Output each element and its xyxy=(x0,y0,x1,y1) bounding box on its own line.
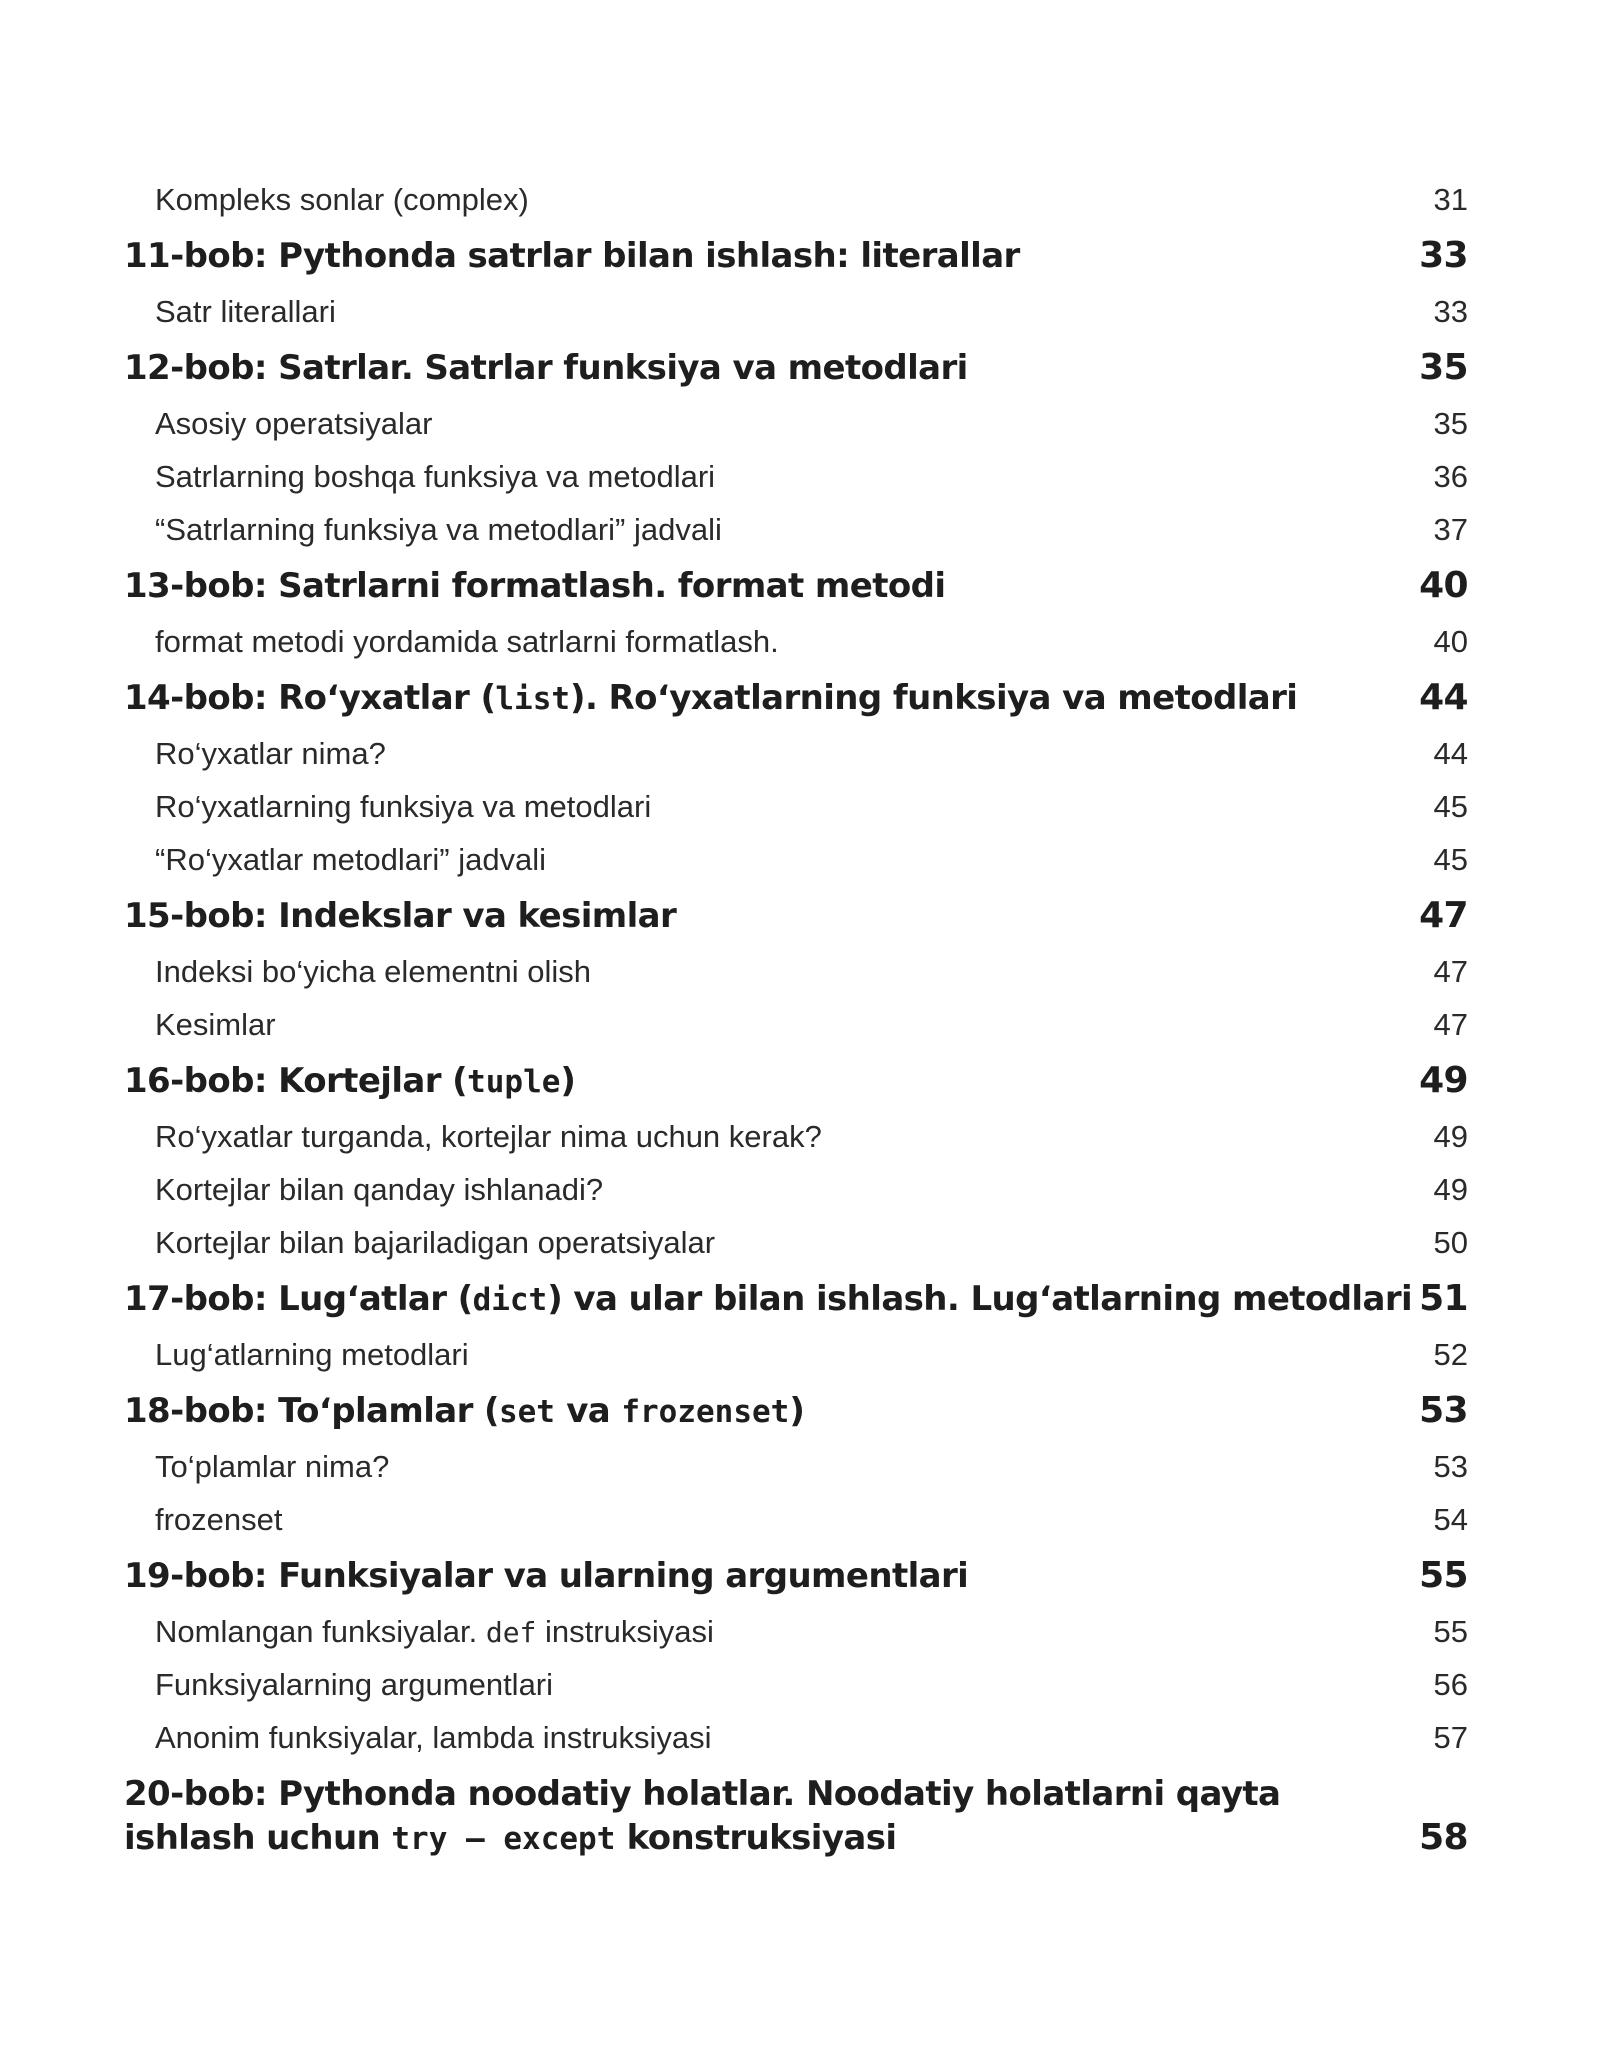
code-token: list xyxy=(495,681,571,717)
page-number: 40 xyxy=(1433,624,1468,659)
entry-title: “Satrlarning funksiya va metodlari” jadvali xyxy=(155,512,722,547)
page-number: 31 xyxy=(1433,182,1468,217)
page-number: 56 xyxy=(1433,1667,1468,1702)
code-token: frozenset xyxy=(621,1394,790,1430)
page-number: 57 xyxy=(1433,1720,1468,1755)
entry-title: To‘plamlar nima? xyxy=(155,1449,390,1484)
entry-title: format metodi yordamida satrlarni formatlash. xyxy=(155,624,779,659)
page-number: 58 xyxy=(1419,1817,1468,1858)
chapter-title: 18-bob: To‘plamlar (set va frozenset) xyxy=(124,1391,805,1431)
chapter-title: 17-bob: Lug‘atlar (dict) va ular bilan ishlash. Lug‘atlarning metodlari xyxy=(124,1279,1413,1319)
page-number: 35 xyxy=(1433,406,1468,441)
entry-title: Asosiy operatsiyalar xyxy=(155,406,433,441)
page-number: 40 xyxy=(1419,565,1468,606)
page-number: 44 xyxy=(1419,677,1468,718)
page-number: 33 xyxy=(1419,235,1468,276)
page-number: 45 xyxy=(1433,842,1468,877)
entry-title: Satrlarning boshqa funksiya va metodlari xyxy=(155,459,716,494)
chapter-title: 13-bob: Satrlarni formatlash. format metodi xyxy=(124,566,946,606)
code-token: set xyxy=(498,1394,555,1430)
entry-title: Anonim funksiyalar, lambda instruksiyasi xyxy=(155,1720,712,1755)
page-number: 50 xyxy=(1433,1225,1468,1260)
entry-title: Nomlangan funksiyalar. def instruksiyasi xyxy=(155,1614,714,1649)
chapter-title: 15-bob: Indekslar va kesimlar xyxy=(124,896,677,936)
code-token: dict xyxy=(472,1282,548,1318)
chapter-title: 11-bob: Pythonda satrlar bilan ishlash: literallar xyxy=(124,236,1020,276)
page-number: 45 xyxy=(1433,789,1468,824)
chapter-title: 20-bob: Pythonda noodatiy holatlar. Noodatiy holatlarni qayta ishlash uchun try – except konstruksiyasi xyxy=(124,1774,1281,1858)
page-number: 37 xyxy=(1433,512,1468,547)
entry-title: Funksiyalarning argumentlari xyxy=(155,1667,554,1702)
page-number: 49 xyxy=(1419,1060,1468,1101)
page-number: 36 xyxy=(1433,459,1468,494)
page-number: 51 xyxy=(1419,1278,1468,1319)
page-number: 33 xyxy=(1433,294,1468,329)
page-number: 53 xyxy=(1419,1390,1468,1431)
page-number: 52 xyxy=(1433,1337,1468,1372)
entry-title: Indeksi bo‘yicha elementni olish xyxy=(155,954,591,989)
entry-title: Satr literallari xyxy=(155,294,336,329)
chapter-title: 19-bob: Funksiyalar va ularning argumentlari xyxy=(124,1556,969,1596)
code-token: def xyxy=(485,1616,537,1649)
entry-title: Kortejlar bilan bajariladigan operatsiyalar xyxy=(155,1225,716,1260)
entry-title: Kompleks sonlar (complex) xyxy=(155,182,529,217)
chapter-title: 12-bob: Satrlar. Satrlar funksiya va metodlari xyxy=(124,348,968,388)
page-number: 47 xyxy=(1433,1007,1468,1042)
page-number: 54 xyxy=(1433,1502,1468,1537)
page-number: 35 xyxy=(1419,347,1468,388)
entry-title: “Ro‘yxatlar metodlari” jadvali xyxy=(155,842,547,877)
chapter-title: 16-bob: Kortejlar (tuple) xyxy=(124,1061,576,1101)
entry-title: Ro‘yxatlar nima? xyxy=(155,736,386,771)
page-number: 47 xyxy=(1433,954,1468,989)
code-token: try – except xyxy=(391,1821,616,1857)
entry-title: Kesimlar xyxy=(155,1007,276,1042)
chapter-title: 14-bob: Ro‘yxatlar (list). Ro‘yxatlarning funksiya va metodlari xyxy=(124,678,1298,718)
page-number: 55 xyxy=(1419,1555,1468,1596)
page-number: 47 xyxy=(1419,895,1468,936)
page-number: 49 xyxy=(1433,1172,1468,1207)
entry-title: Kortejlar bilan qanday ishlanadi? xyxy=(155,1172,604,1207)
page-number: 55 xyxy=(1433,1614,1468,1649)
entry-title: frozenset xyxy=(155,1502,283,1537)
page-number: 49 xyxy=(1433,1119,1468,1154)
page-number: 44 xyxy=(1433,736,1468,771)
entry-title: Ro‘yxatlarning funksiya va metodlari xyxy=(155,789,652,824)
page-number: 53 xyxy=(1433,1449,1468,1484)
entry-title: Ro‘yxatlar turganda, kortejlar nima uchun kerak? xyxy=(155,1119,822,1154)
entry-title: Lug‘atlarning metodlari xyxy=(155,1337,469,1372)
code-token: tuple xyxy=(467,1064,561,1100)
